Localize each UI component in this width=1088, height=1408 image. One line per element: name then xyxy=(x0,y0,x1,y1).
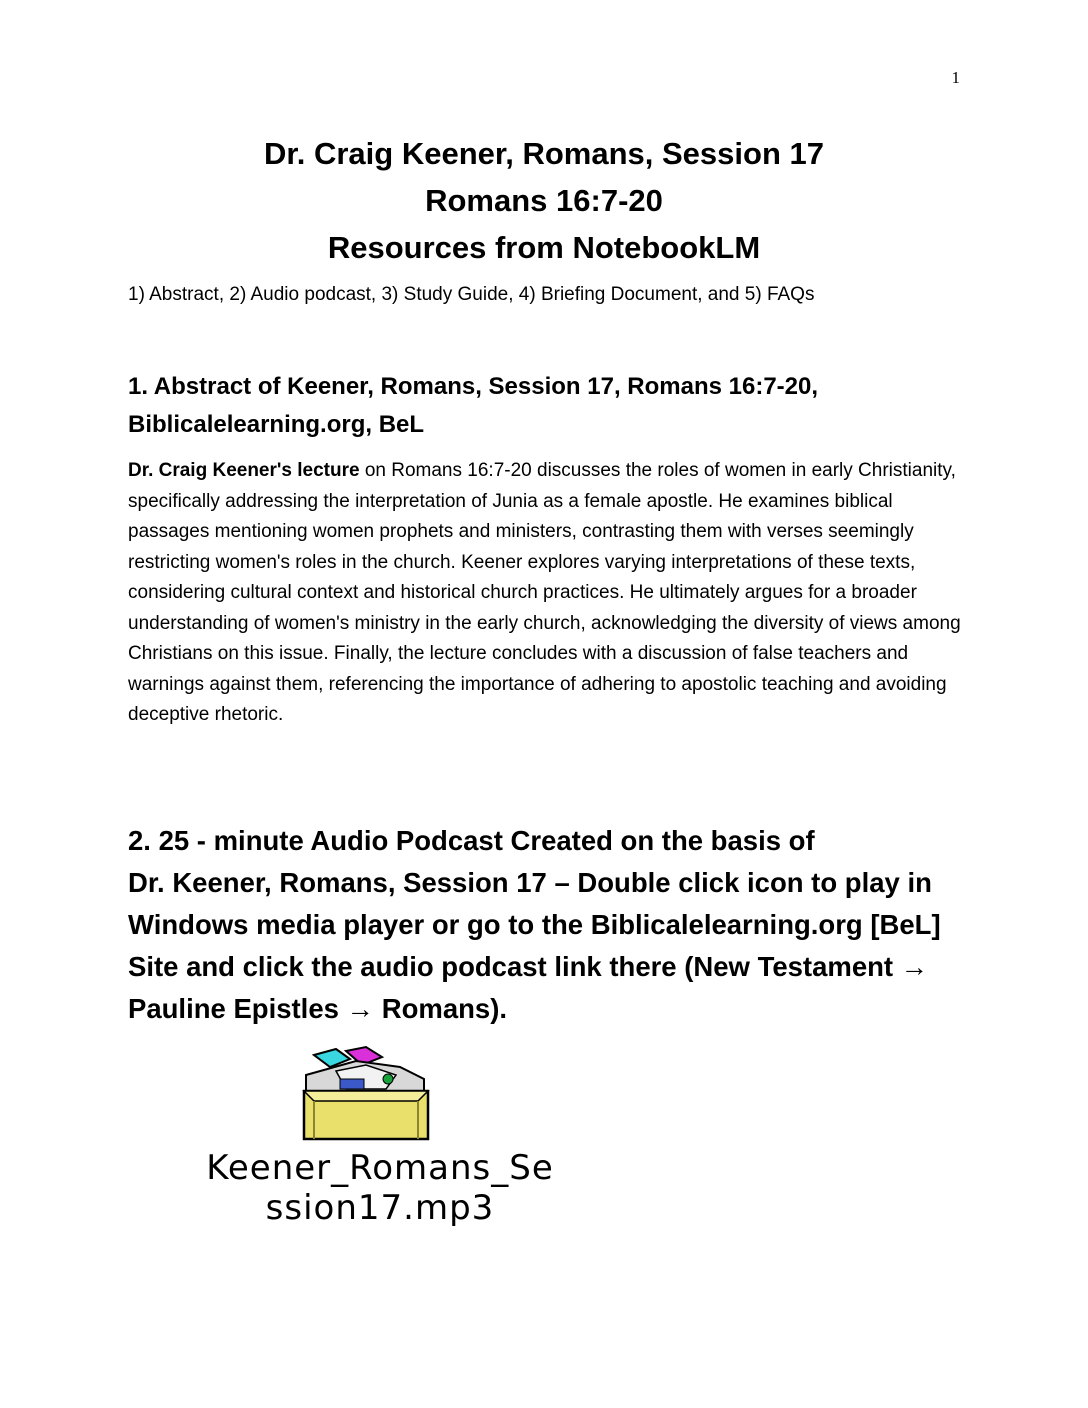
podcast-heading-part-3: Pauline Epistles xyxy=(128,993,347,1024)
file-label-line-1: Keener_Romans_Se xyxy=(206,1148,554,1188)
package-box-icon[interactable] xyxy=(296,1045,446,1145)
title-line-1: Dr. Craig Keener, Romans, Session 17 xyxy=(264,136,824,171)
right-arrow-icon: → xyxy=(346,993,375,1024)
file-label-line-2: ssion17.mp3 xyxy=(265,1188,495,1228)
podcast-heading-body xyxy=(128,862,988,1030)
podcast-heading-line-1: 2. 25 - minute Audio Podcast Created on the basis of xyxy=(128,825,815,856)
title-line-2: Romans 16:7-20 xyxy=(425,183,663,218)
podcast-heading-part-4: Romans). xyxy=(374,993,507,1024)
podcast-heading-part-2: Dr. Keener, Romans, Session 17 – Double click icon to play in Windows media player or go to the Biblicalelearning.org [BeL] Site and click the audio podcast link there (New Testament xyxy=(128,867,941,982)
right-arrow-icon: → xyxy=(900,951,929,982)
abstract-lead: Dr. Craig Keener's lecture xyxy=(128,460,360,481)
abstract-heading xyxy=(128,368,968,444)
abstract-paragraph xyxy=(128,456,962,731)
media-file-label[interactable] xyxy=(130,1148,630,1228)
abstract-body: on Romans 16:7-20 discusses the roles of women in early Christianity, specifically addressing the interpretation of Junia as a female apostle. He examines biblical passages mentioning women prophets and ministers, contrasting them with verses seemingly restricting women's roles in the church. Keener explores varying interpretations of these texts, considering cultural context and historical church practices. He ultimately argues for a broader understanding of women's ministry in the early church, acknowledging the diversity of views among Christians on this issue. Finally, the lecture concludes with a discussion of false teachers and warnings against them, referencing the importance of adhering to apostolic teaching and avoiding deceptive rhetoric. xyxy=(128,460,961,725)
document-title xyxy=(0,130,1088,271)
page-number: 1 xyxy=(951,68,960,87)
podcast-heading xyxy=(128,820,988,1030)
title-line-3: Resources from NotebookLM xyxy=(327,230,761,265)
abstract-heading-line-2: Biblicalelearning.org, BeL xyxy=(128,411,425,438)
resources-list: 1) Abstract, 2) Audio podcast, 3) Study Guide, 4) Briefing Document, and 5) FAQs xyxy=(128,284,815,305)
abstract-heading-line-1: 1. Abstract of Keener, Romans, Session 17, Romans 16:7-20, xyxy=(128,373,819,400)
